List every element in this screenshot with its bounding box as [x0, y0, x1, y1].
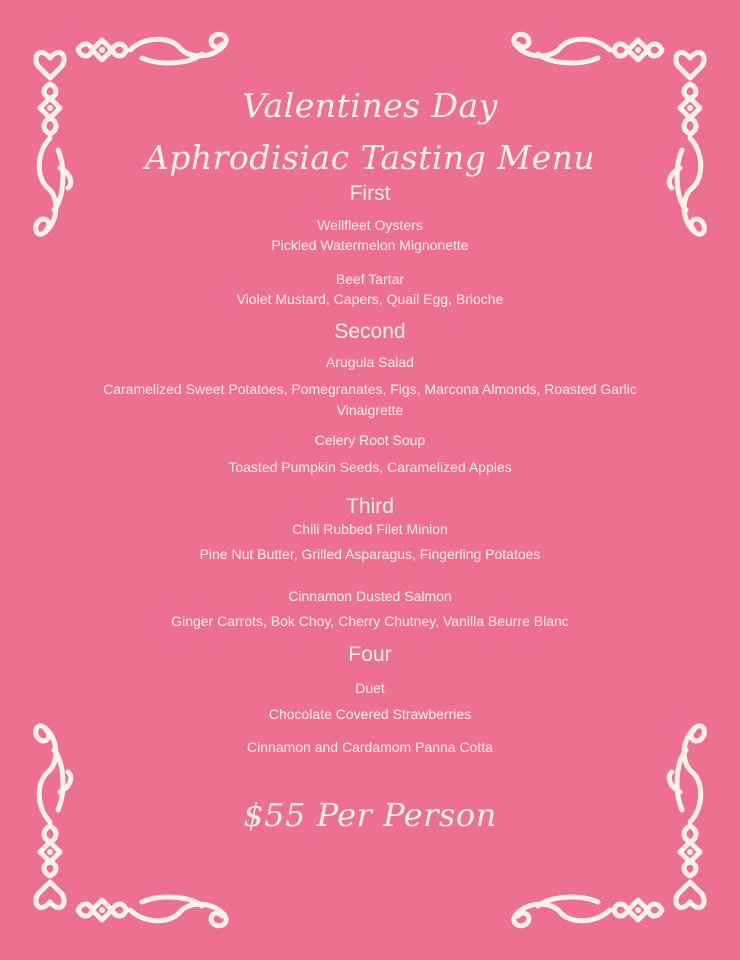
section-heading-second: Second: [334, 320, 406, 343]
menu-title: Valentines Day: [242, 86, 498, 125]
section-heading-third: Third: [346, 495, 394, 518]
menu-item: Duet: [355, 680, 385, 696]
menu-item: Beef Tartar: [335, 271, 405, 287]
menu-item-description: Violet Mustard, Capers, Quail Egg, Brioche: [236, 291, 504, 307]
menu-item: Wellfleet Oysters: [317, 217, 423, 233]
menu-item-description: Toasted Pumpkin Seeds, Caramelized Apples: [228, 459, 512, 475]
menu-item: Celery Root Soup: [314, 432, 426, 448]
menu-item-description: Vinaigrette: [336, 402, 404, 418]
menu-item-description: Pickled Watermelon Mignonette: [271, 237, 469, 253]
section-heading-four: Four: [348, 643, 392, 666]
price-label: $55 Per Person: [243, 796, 497, 834]
section-heading-first: First: [349, 182, 391, 205]
menu-subtitle: Aphrodisiac Tasting Menu: [144, 138, 596, 177]
menu-item: Chili Rubbed Filet Minion: [292, 521, 448, 537]
menu-item: Cinnamon Dusted Salmon: [288, 588, 452, 604]
menu-item-description: Cinnamon and Cardamom Panna Cotta: [247, 739, 493, 755]
menu-item-description: Caramelized Sweet Potatoes, Pomegranates, Figs, Marcona Almonds, Roasted Garlic: [103, 381, 637, 397]
menu-item-description: Ginger Carrots, Bok Choy, Cherry Chutney, Vanilla Beurre Blanc: [171, 613, 569, 629]
menu-item-description: Pine Nut Butter, Grilled Asparagus, Fingerling Potatoes: [199, 546, 541, 562]
menu-item: Arugula Salad: [326, 354, 414, 370]
menu-item-description: Chocolate Covered Strawberries: [268, 706, 472, 722]
